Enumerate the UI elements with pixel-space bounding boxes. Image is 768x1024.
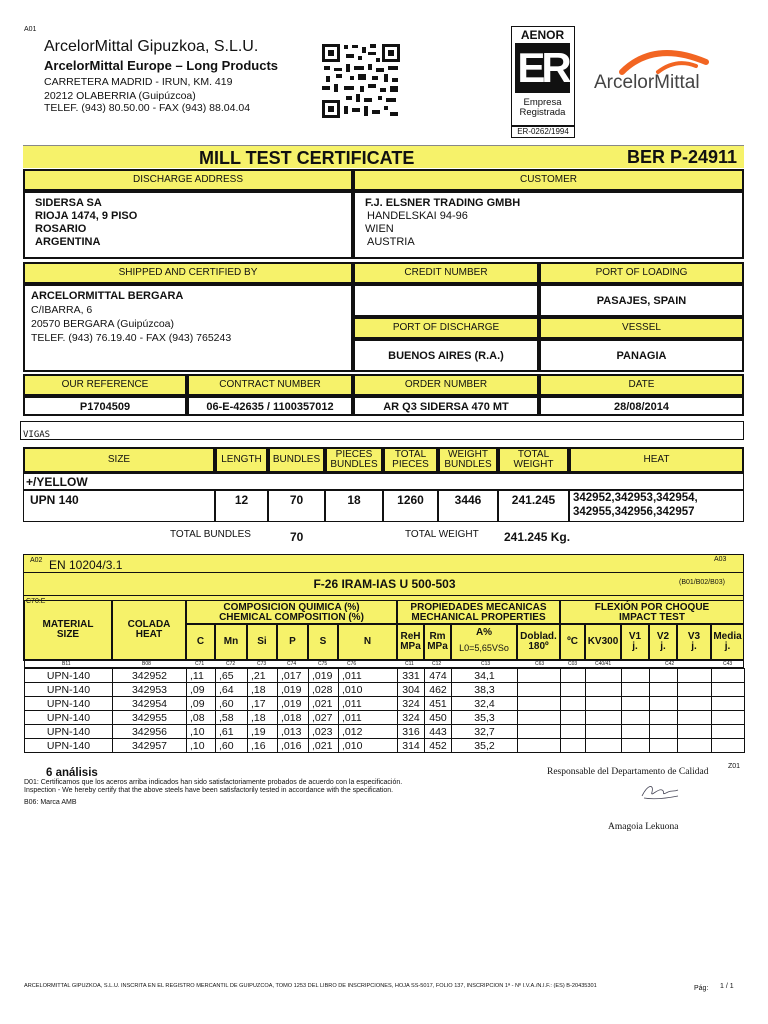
- b06-mark: B06: Marca AMB: [24, 799, 77, 806]
- cell-s: ,021: [309, 739, 339, 753]
- cell-empty: [650, 739, 678, 753]
- pieces-bundles-header: PIECES BUNDLES: [325, 447, 383, 473]
- code-c43: C43: [723, 661, 733, 667]
- aenor-code: ER-0262/1994: [517, 127, 569, 136]
- kv300-header: KV300: [585, 624, 621, 660]
- cell-p: ,013: [278, 725, 309, 739]
- code-c72: C72: [226, 661, 236, 667]
- code-a02: A02: [30, 557, 43, 564]
- doblad-header: Doblad. 180º: [517, 624, 560, 660]
- cell-empty: [561, 683, 586, 697]
- cell-empty: [712, 711, 745, 725]
- code-c74: C74: [287, 661, 297, 667]
- credit-number-box: [353, 284, 539, 317]
- cell-rm: 451: [425, 697, 452, 711]
- code-z01: Z01: [728, 763, 741, 770]
- company-address1: CARRETERA MADRID - IRUN, KM. 419: [44, 76, 233, 88]
- code-c71: C71: [195, 661, 205, 667]
- customer-box: [353, 191, 744, 259]
- cell-material: UPN-140: [25, 683, 113, 697]
- arcelormittal-logo-text: ArcelorMittal: [594, 72, 700, 93]
- cell-empty: [712, 739, 745, 753]
- cell-c: ,09: [187, 697, 216, 711]
- cell-mn: ,60: [216, 697, 248, 711]
- cell-mn: ,58: [216, 711, 248, 725]
- item-heat-1: 342952,342953,342954,: [573, 492, 698, 504]
- cell-s: ,021: [309, 697, 339, 711]
- chem-header-es: COMPOSICION QUIMICA (%): [223, 602, 360, 613]
- cell-empty: [650, 669, 678, 683]
- cell-s: ,027: [309, 711, 339, 725]
- cell-empty: [650, 683, 678, 697]
- cell-p: ,018: [278, 711, 309, 725]
- cell-empty: [518, 725, 561, 739]
- code-a03: A03: [714, 556, 727, 563]
- total-pieces-header: TOTAL PIECES: [383, 447, 438, 473]
- cell-empty: [712, 683, 745, 697]
- cell-material: UPN-140: [25, 739, 113, 753]
- c-header: C: [186, 624, 215, 660]
- cell-empty: [678, 669, 712, 683]
- vessel-value: PANAGIA: [616, 350, 667, 362]
- material-size-header: MATERIAL SIZE: [24, 600, 112, 660]
- cell-empty: [586, 711, 622, 725]
- mech-header: [397, 600, 560, 624]
- cell-empty: [712, 669, 745, 683]
- cell-a: 35,2: [452, 739, 518, 753]
- cell-n: ,010: [339, 683, 398, 697]
- cell-si: ,18: [248, 711, 278, 725]
- company-phone: TELEF. (943) 80.50.00 - FAX (943) 88.04.04: [44, 102, 251, 114]
- aenor-er-mark: ER: [515, 43, 570, 93]
- aenor-title: AENOR: [520, 28, 565, 42]
- qr-code-icon: [320, 42, 402, 120]
- customer-line-4: AUSTRIA: [367, 236, 415, 248]
- p-header: P: [277, 624, 308, 660]
- analysis-table: [24, 668, 745, 753]
- cell-empty: [561, 669, 586, 683]
- spec-bar: [23, 573, 744, 595]
- impact-header: [560, 600, 744, 624]
- cell-s: ,019: [309, 669, 339, 683]
- cell-p: ,017: [278, 669, 309, 683]
- table-row: [25, 697, 745, 711]
- item-pieces-bundles: 18: [347, 493, 361, 507]
- cell-heat: 342955: [113, 711, 187, 725]
- cell-rm: 443: [425, 725, 452, 739]
- cell-empty: [622, 697, 650, 711]
- shipped-line-1: ARCELORMITTAL BERGARA: [31, 290, 184, 302]
- customer-line-1: F.J. ELSNER TRADING GMBH: [365, 197, 521, 209]
- heat-header: HEAT: [569, 447, 744, 473]
- cell-heat: 342952: [113, 669, 187, 683]
- cell-empty: [561, 697, 586, 711]
- cell-reh: 304: [398, 683, 425, 697]
- shipped-line-4: TELEF. (943) 76.19.40 - FAX (943) 765243: [31, 332, 232, 344]
- cell-empty: [586, 697, 622, 711]
- product-type-box: [20, 421, 744, 440]
- port-discharge-header: PORT OF DISCHARGE: [353, 317, 539, 339]
- total-weight-header: TOTAL WEIGHT: [498, 447, 569, 473]
- cell-si: ,18: [248, 683, 278, 697]
- item-heat-2: 342955,342956,342957: [573, 506, 695, 518]
- cell-n: ,011: [339, 669, 398, 683]
- total-bundles-value: 70: [290, 530, 304, 544]
- cell-empty: [561, 711, 586, 725]
- item-total-pieces: 1260: [397, 493, 424, 507]
- company-name: ArcelorMittal Gipuzkoa, S.L.U.: [44, 38, 259, 55]
- discharge-line-4: ARGENTINA: [35, 236, 101, 248]
- a-header: [451, 624, 517, 660]
- cell-n: ,012: [339, 725, 398, 739]
- cell-empty: [678, 711, 712, 725]
- cell-empty: [622, 669, 650, 683]
- port-loading-header: PORT OF LOADING: [539, 262, 744, 284]
- cell-empty: [586, 739, 622, 753]
- aenor-logo: [511, 26, 575, 126]
- page-title: MILL TEST CERTIFICATE: [199, 148, 415, 168]
- certificate-number: BER P-24911: [627, 147, 738, 167]
- cell-rm: 452: [425, 739, 452, 753]
- cell-empty: [650, 711, 678, 725]
- cell-s: ,028: [309, 683, 339, 697]
- company-address2: 20212 OLABERRIA (Guipúzcoa): [44, 90, 196, 102]
- cell-c: ,09: [187, 683, 216, 697]
- mech-header-es: PROPIEDADES MECANICAS: [410, 602, 547, 613]
- colada-heat-header: COLADA HEAT: [112, 600, 186, 660]
- codes-row: [24, 660, 744, 668]
- cell-n: ,011: [339, 711, 398, 725]
- cell-empty: [678, 697, 712, 711]
- cell-empty: [678, 683, 712, 697]
- cell-empty: [561, 739, 586, 753]
- cell-rm: 462: [425, 683, 452, 697]
- shipped-box: [23, 284, 353, 372]
- code-c13: C13: [481, 661, 491, 667]
- code-c03: C03: [568, 661, 578, 667]
- cell-empty: [518, 739, 561, 753]
- item-total-weight: 241.245: [511, 493, 556, 507]
- table-row: [25, 725, 745, 739]
- cell-empty: [561, 725, 586, 739]
- n-header: N: [338, 624, 397, 660]
- discharge-line-3: ROSARIO: [35, 223, 87, 235]
- s-header: S: [308, 624, 338, 660]
- order-number-value: AR Q3 SIDERSA 470 MT: [383, 401, 509, 413]
- code-c75: C75: [318, 661, 328, 667]
- product-type: VIGAS: [23, 430, 51, 440]
- inspection-statement: Inspection - We hereby certify that the above steels have been satisfactorily tested in accordance with the specification.: [24, 787, 394, 794]
- title-bar: [23, 145, 744, 168]
- item-size: UPN 140: [30, 493, 79, 507]
- color-mark: +/YELLOW: [26, 475, 88, 489]
- customer-line-3: WIEN: [365, 223, 394, 235]
- standard: EN 10204/3.1: [49, 558, 123, 572]
- reh-header: ReH MPa: [397, 624, 424, 660]
- cell-a: 35,3: [452, 711, 518, 725]
- discharge-address-box: [23, 191, 353, 259]
- page-label: Pág:: [694, 985, 709, 992]
- code-c63: C63: [535, 661, 545, 667]
- cell-si: ,16: [248, 739, 278, 753]
- cell-reh: 316: [398, 725, 425, 739]
- length-header: LENGTH: [215, 447, 268, 473]
- standard-bar: [23, 554, 744, 573]
- credit-number-header: CREDIT NUMBER: [353, 262, 539, 284]
- rm-header: Rm MPa: [424, 624, 451, 660]
- aenor-line2: Registrada: [519, 107, 566, 118]
- mech-header-en: MECHANICAL PROPERTIES: [411, 612, 546, 623]
- spec-codes: (B01/B02/B03): [679, 579, 725, 586]
- cell-rm: 474: [425, 669, 452, 683]
- cell-mn: ,61: [216, 725, 248, 739]
- item-length: 12: [234, 493, 249, 507]
- cell-a: 32,4: [452, 697, 518, 711]
- shipped-line-3: 20570 BERGARA (Guipúzcoa): [31, 318, 174, 330]
- signer-name: Amagoia Lekuona: [608, 822, 679, 832]
- cell-empty: [518, 697, 561, 711]
- cell-a: 34,1: [452, 669, 518, 683]
- cell-empty: [622, 739, 650, 753]
- cell-material: UPN-140: [25, 711, 113, 725]
- total-weight-value: 241.245 Kg.: [504, 530, 571, 544]
- code-c11: C11: [405, 661, 414, 667]
- cell-empty: [678, 739, 712, 753]
- quality-responsible-label: Responsable del Departamento de Calidad: [547, 767, 709, 777]
- doc-code: A01: [24, 26, 37, 33]
- customer-line-2: HANDELSKAI 94-96: [367, 210, 468, 222]
- item-weight-bundles: 3446: [454, 493, 482, 507]
- page-number: 1 / 1: [720, 983, 734, 990]
- cell-rm: 450: [425, 711, 452, 725]
- cell-si: ,19: [248, 725, 278, 739]
- v3-header: V3 j.: [677, 624, 711, 660]
- date-value: 28/08/2014: [613, 401, 670, 413]
- media-header: Media j.: [711, 624, 744, 660]
- vessel-header: VESSEL: [539, 317, 744, 339]
- cell-empty: [650, 725, 678, 739]
- cell-empty: [650, 697, 678, 711]
- cell-reh: 324: [398, 711, 425, 725]
- item-bundles: 70: [289, 493, 304, 507]
- port-discharge-box: [353, 339, 539, 372]
- port-discharge-value: BUENOS AIRES (R.A.): [388, 350, 504, 362]
- cell-empty: [622, 711, 650, 725]
- cell-material: UPN-140: [25, 669, 113, 683]
- cell-n: ,011: [339, 697, 398, 711]
- footer-registry: ARCELORMITTAL GIPUZKOA, S.L.U. INSCRITA EN EL REGISTRO MERCANTIL DE GUIPUZCOA, TOMO 1253 DEL LIBRO DE INSCRIPCIONES, HOJA SS-5017, FOLIO 137, INSCRIPCION 1ª - Nº I.V.A./N.I.F.: (ES) B-20435301: [24, 983, 597, 989]
- arcelormittal-arc-icon: [618, 38, 710, 76]
- l0-header: L0=5,65VSo: [459, 643, 509, 653]
- code-c76: C76: [347, 661, 357, 667]
- cell-mn: ,60: [216, 739, 248, 753]
- cell-c: ,11: [187, 669, 216, 683]
- a-percent-header: A%: [475, 627, 493, 638]
- cell-empty: [678, 725, 712, 739]
- our-reference-header: OUR REFERENCE: [23, 374, 187, 396]
- signature-icon: [638, 780, 682, 802]
- oc-header: ºC: [560, 624, 585, 660]
- cell-empty: [518, 711, 561, 725]
- cell-empty: [622, 683, 650, 697]
- discharge-line-2: RIOJA 1474, 9 PISO: [35, 210, 138, 222]
- total-weight-label: TOTAL WEIGHT: [405, 529, 479, 540]
- cell-a: 38,3: [452, 683, 518, 697]
- bundles-header: BUNDLES: [268, 447, 325, 473]
- date-header: DATE: [539, 374, 744, 396]
- cell-heat: 342957: [113, 739, 187, 753]
- impact-header-en: IMPACT TEST: [619, 612, 685, 623]
- cell-reh: 331: [398, 669, 425, 683]
- cell-p: ,019: [278, 683, 309, 697]
- cell-empty: [586, 683, 622, 697]
- table-row: [25, 711, 745, 725]
- cell-heat: 342956: [113, 725, 187, 739]
- cell-empty: [712, 697, 745, 711]
- spec-title: F-26 IRAM-IAS U 500-503: [313, 577, 456, 591]
- code-c42: C42: [665, 661, 675, 667]
- cell-empty: [712, 725, 745, 739]
- total-bundles-label: TOTAL BUNDLES: [170, 529, 251, 540]
- si-header: Si: [247, 624, 277, 660]
- company-division: ArcelorMittal Europe – Long Products: [44, 58, 279, 73]
- cell-material: UPN-140: [25, 697, 113, 711]
- chem-header-en: CHEMICAL COMPOSITION (%): [219, 612, 364, 623]
- cell-p: ,016: [278, 739, 309, 753]
- table-row: [25, 739, 745, 753]
- analysis-count: 6 análisis: [46, 767, 98, 779]
- cell-heat: 342953: [113, 683, 187, 697]
- code-b11: B11: [62, 661, 71, 667]
- impact-header-es: FLEXIÓN POR CHOQUE: [594, 602, 710, 613]
- cell-p: ,019: [278, 697, 309, 711]
- our-reference-value: P1704509: [79, 401, 131, 413]
- cell-empty: [586, 725, 622, 739]
- cell-si: ,17: [248, 697, 278, 711]
- customer-header: CUSTOMER: [353, 169, 744, 191]
- contract-number-value: 06-E-42635 / 1100357012: [206, 401, 334, 413]
- d01-statement: D01: Certificamos que los aceros arriba indicados han sido satisfactoriamente probados de acuerdo con la especificación.: [24, 779, 403, 786]
- shipped-header: SHIPPED AND CERTIFIED BY: [23, 262, 353, 284]
- cell-si: ,21: [248, 669, 278, 683]
- shipped-line-2: C/IBARRA, 6: [31, 304, 93, 316]
- code-c70: C70:E: [26, 598, 46, 605]
- size-header: SIZE: [23, 447, 215, 473]
- cell-mn: ,65: [216, 669, 248, 683]
- contract-number-header: CONTRACT NUMBER: [187, 374, 353, 396]
- vessel-box: [539, 339, 744, 372]
- code-c73: C73: [257, 661, 267, 667]
- cell-empty: [586, 669, 622, 683]
- cell-material: UPN-140: [25, 725, 113, 739]
- cell-c: ,10: [187, 725, 216, 739]
- cell-a: 32,7: [452, 725, 518, 739]
- cell-reh: 314: [398, 739, 425, 753]
- discharge-line-1: SIDERSA SA: [35, 197, 102, 209]
- cell-reh: 324: [398, 697, 425, 711]
- cell-empty: [622, 725, 650, 739]
- table-row: [25, 683, 745, 697]
- port-loading-box: [539, 284, 744, 317]
- code-b08: B08: [142, 661, 151, 667]
- aenor-line1: Empresa: [523, 97, 562, 108]
- cell-c: ,08: [187, 711, 216, 725]
- code-c40-41: C40/41: [595, 661, 612, 667]
- cell-n: ,010: [339, 739, 398, 753]
- cell-s: ,023: [309, 725, 339, 739]
- v1-header: V1 j.: [621, 624, 649, 660]
- weight-bundles-header: WEIGHT BUNDLES: [438, 447, 498, 473]
- port-loading-value: PASAJES, SPAIN: [596, 295, 687, 307]
- chem-header: [186, 600, 397, 624]
- cell-mn: ,64: [216, 683, 248, 697]
- discharge-address-header: DISCHARGE ADDRESS: [23, 169, 353, 191]
- order-number-header: ORDER NUMBER: [353, 374, 539, 396]
- cell-c: ,10: [187, 739, 216, 753]
- v2-header: V2 j.: [649, 624, 677, 660]
- cell-heat: 342954: [113, 697, 187, 711]
- table-row: [25, 669, 745, 683]
- mn-header: Mn: [215, 624, 247, 660]
- cell-empty: [518, 683, 561, 697]
- cell-empty: [518, 669, 561, 683]
- code-c12: C12: [432, 661, 442, 667]
